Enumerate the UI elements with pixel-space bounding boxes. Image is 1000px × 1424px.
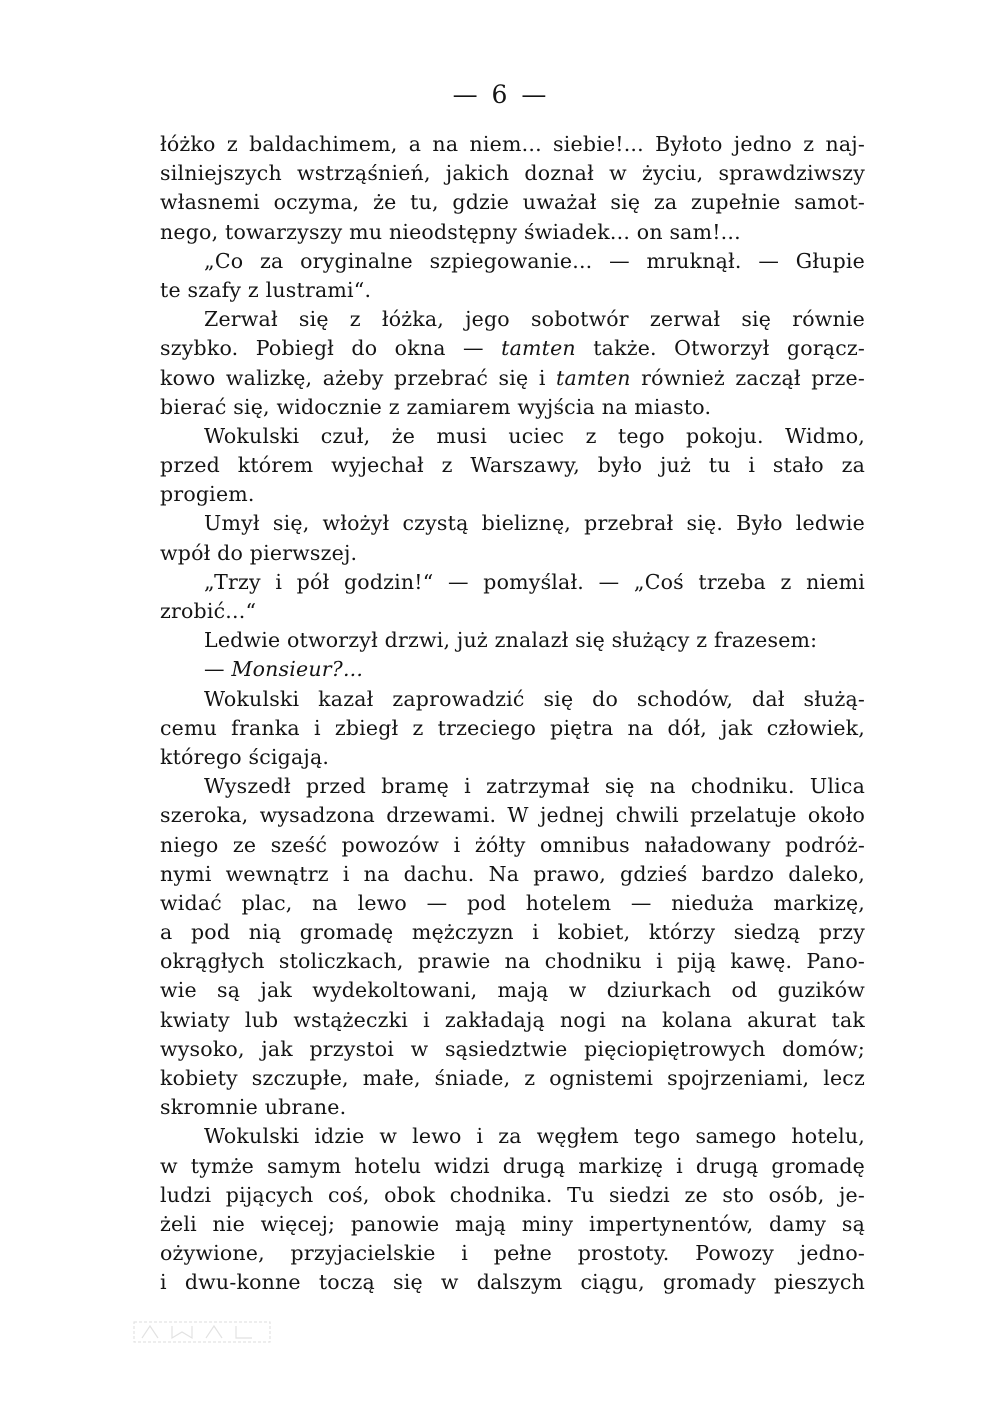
text-line: żeli nie więcej; panowie mają miny impertynentów, damy są [160,1211,865,1236]
text-line: niego ze sześć powozów i żółty omnibus naładowany podróż- [160,832,865,857]
text-line: wie są jak wydekoltowani, mają w dziurkach od guzików [160,978,865,1003]
text-line: własnemi oczyma, że tu, gdzie uważał się za zupełnie samot- [160,190,865,215]
text-line: ludzi pijących coś, obok chodnika. Tu siedzi ze sto osób, je- [160,1182,865,1207]
text-line: zrobić...“ [160,599,257,623]
text-line: ożywione, przyjacielskie i pełne prostoty. Powozy jedno- [160,1241,865,1266]
text-line: cemu franka i zbiegł z trzeciego piętra na dół, jak człowiek, [160,715,865,740]
text-line: nymi wewnątrz i na dachu. Na prawo, gdzieś bardzo daleko, [160,861,865,886]
text-line: okrągłych stoliczkach, prawie na chodniku i piją kawę. Pano- [160,949,865,974]
text-line: Wokulski idzie w lewo i za węgłem tego samego hotelu, [204,1124,865,1149]
text-line: kwiaty lub wstążeczki i zakładają nogi na kolana akurat tak [160,1007,865,1032]
text-line: — Monsieur?... [204,657,364,682]
text-line: bierać się, widocznie z zamiarem wyjścia na miasto. [160,394,712,419]
text-line: Wokulski czuł, że musi uciec z tego pokoju. Widmo, [204,423,865,448]
text-line: szeroka, wysadzona drzewami. W jednej chwili przelatuje około [160,803,865,828]
text-line: a pod nią gromadę mężczyzn i kobiet, którzy siedzą przy [160,920,865,945]
page-number: — 6 — [452,80,548,109]
text-line: kowo walizkę, ażeby przebrać się i tamten również zaczął prze- [160,365,865,390]
text-line: szybko. Pobiegł do okna — tamten także. Otworzył gorącz- [160,336,865,361]
text-line: Wokulski kazał zaprowadzić się do schodów, dał służą- [204,686,865,711]
library-stamp [132,1318,272,1346]
text-line: progiem. [160,482,255,507]
text-line: „Trzy i pół godzin!“ — pomyślał. — „Coś trzeba z niemi [204,569,865,594]
text-line: Umył się, włożył czystą bieliznę, przebrał się. Było ledwie [204,511,865,536]
text-line: wpół do pierwszej. [160,540,358,565]
body-text [160,130,865,1298]
text-line: Zerwał się z łóżka, jego sobotwór zerwał się równie [204,307,865,332]
text-line: łóżko z baldachimem, a na niem... siebie!... Byłoto jedno z naj- [160,132,865,156]
text-line: skromnie ubrane. [160,1095,347,1120]
text-line: silniejszych wstrząśnień, jakich doznał w życiu, sprawdziwszy [160,161,865,186]
text-line: kobiety szczupłe, małe, śniade, z ognistemi spojrzeniami, lecz [160,1066,865,1090]
text-line: i dwu-konne toczą się w dalszym ciągu, gromady pieszych [160,1270,865,1295]
text-line: którego ścigają. [160,744,330,769]
text-line: nego, towarzyszy mu nieodstępny świadek... on sam!... [160,219,741,244]
text-line: Ledwie otworzył drzwi, już znalazł się służący z frazesem: [204,628,818,653]
text-line: przed którem wyjechał z Warszawy, było już tu i stało za [160,453,865,478]
text-line: te szafy z lustrami“. [160,277,372,302]
text-line: wysoko, jak przystoi w sąsiedztwie pięciopiętrowych domów; [160,1036,865,1061]
text-line: „Co za oryginalne szpiegowanie... — mruknął. — Głupie [204,248,865,273]
text-line: widać plac, na lewo — pod hotelem — nieduża markizę, [160,890,865,915]
text-line: w tymże samym hotelu widzi drugą markizę i drugą gromadę [160,1153,865,1178]
text-line: Wyszedł przed bramę i zatrzymał się na chodniku. Ulica [204,774,865,799]
